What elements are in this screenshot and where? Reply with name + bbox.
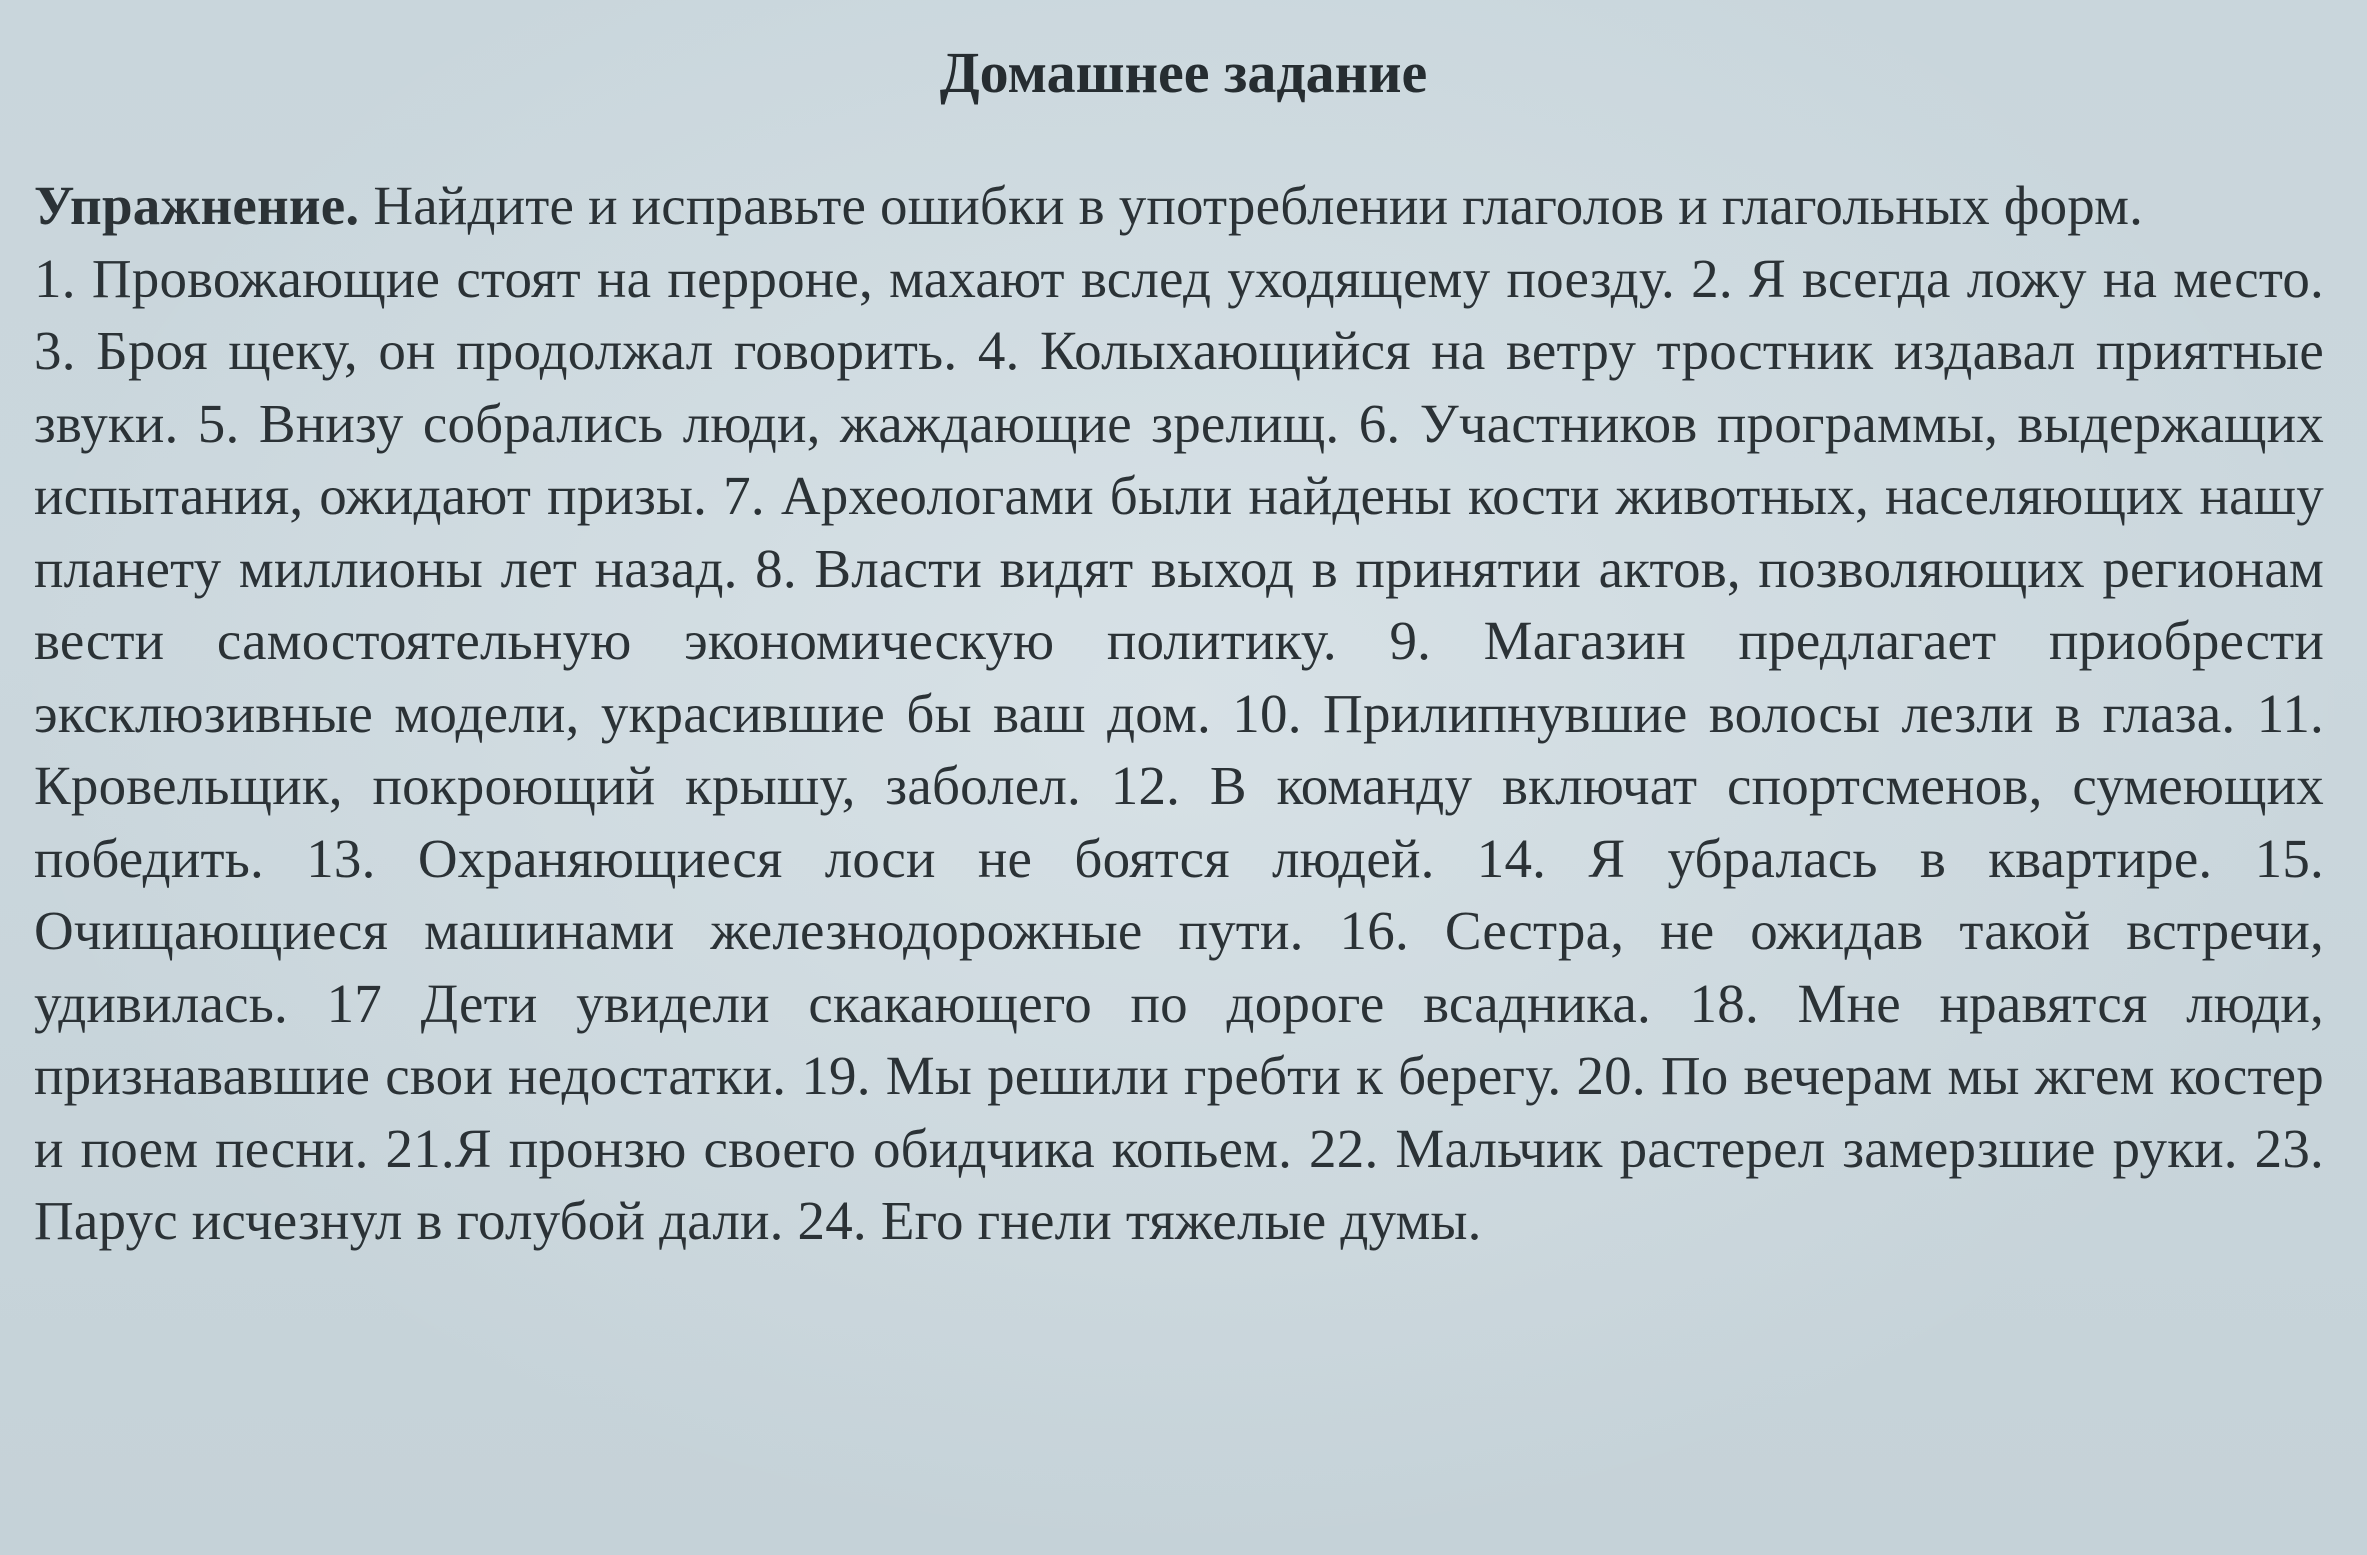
exercise-label: Упражнение. (34, 175, 360, 236)
document-title: Домашнее задание (939, 40, 1428, 105)
exercise-sentences: 1. Провожающие стоят на перроне, махают вслед уходящему поезду. 2. Я всегда ложу на место. 3. Броя щеку, он продолжал говорить. 4. Колыхающийся на ветру тростник издавал приятные звуки. 5. Внизу собрались люди, жаждающие зрелищ. 6. Участников программы, выдержащих испытания, ожидают призы. 7. Археологами были найдены кости животных, населяющих нашу планету миллионы лет назад. 8. Власти видят выход в принятии актов, позволяющих регионам вести самостоятельную экономическую политику. 9. Магазин предлагает приобрести эксклюзивные модели, украсившие бы ваш дом. 10. Прилипнувшие волосы лезли в глаза. 11. Кровельщик, покроющий крышу, заболел. 12. В команду включат спортсменов, сумеющих победить. 13. Охраняющиеся лоси не боятся людей. 14. Я убралась в квартире. 15. Очищающиеся машинами железнодорожные пути. 16. Сестра, не ожидав такой встречи, удивилась. 17 Дети увидели скакающего по дороге всадника. 18. Мне нравятся люди, признававшие свои недостатки. 19. Мы решили гребти к берегу. 20. По вечерам мы жгем костер и поем песни. 21.Я пронзю своего обидчика копьем. 22. Мальчик растерел замерзшие руки. 23. Парус исчезнул в голубой дали. 24. Его гнели тяжелые думы. (34, 247, 2324, 1251)
exercise-text (34, 170, 2324, 1258)
exercise-instruction: Найдите и исправьте ошибки в употреблении глаголов и глагольных форм. (373, 175, 2144, 236)
